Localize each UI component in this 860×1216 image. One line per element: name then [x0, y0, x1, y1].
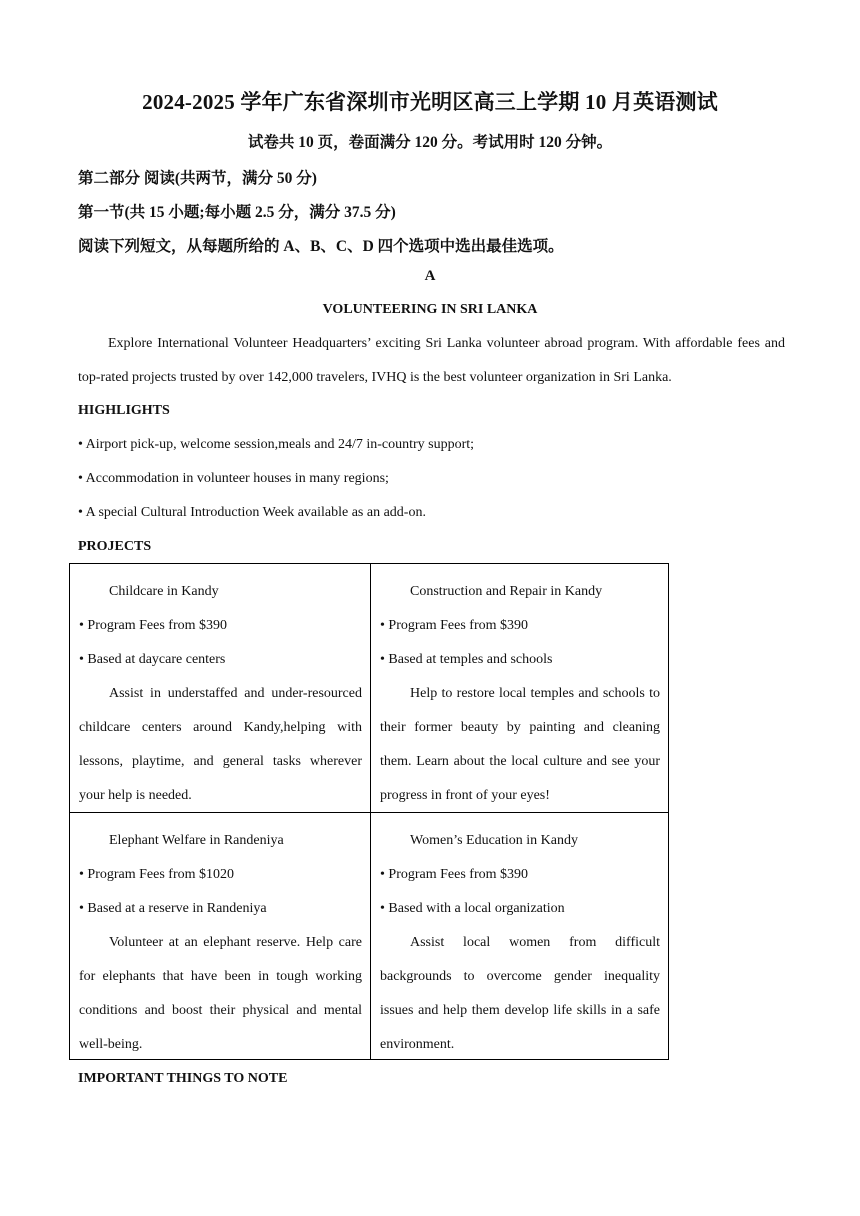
project-base: • Based with a local organization [380, 901, 565, 916]
project-title: Childcare in Kandy [109, 584, 219, 599]
project-fees: • Program Fees from $390 [380, 867, 528, 882]
passage-intro: Explore International Volunteer Headquarters’ exciting Sri Lanka volunteer abroad program. With affordable fees and top-rated projects trusted by over 142,000 travelers, IVHQ is the best volunteer organization in Sri Lanka. [78, 336, 785, 385]
passage-heading: VOLUNTEERING IN SRI LANKA [322, 302, 538, 317]
highlight-item: • A special Cultural Introduction Week available as an add-on. [78, 505, 426, 520]
project-base: • Based at temples and schools [380, 652, 553, 667]
highlight-item: • Airport pick-up, welcome session,meals and 24/7 in-country support; [78, 437, 475, 452]
project-title: Women’s Education in Kandy [410, 833, 579, 848]
highlights-heading: HIGHLIGHTS [78, 403, 170, 418]
project-fees: • Program Fees from $1020 [79, 867, 234, 882]
project-fees: • Program Fees from $390 [79, 618, 227, 633]
project-base: • Based at daycare centers [79, 652, 226, 667]
project-description: Assist local women from difficult backgrounds to overcome gender inequality issues and help them develop life skills in a safe environment. [380, 935, 660, 1052]
part-heading: 第二部分 阅读(共两节，满分 50 分) [78, 170, 317, 187]
project-title: Construction and Repair in Kandy [410, 584, 603, 599]
project-title: Elephant Welfare in Randeniya [109, 833, 284, 848]
project-description: Assist in understaffed and under-resourced childcare centers around Kandy,helping with lessons, playtime, and general tasks wherever your help is needed. [79, 686, 362, 803]
projects-table [69, 563, 669, 1060]
project-base: • Based at a reserve in Randeniya [79, 901, 267, 916]
project-cell-elephant [70, 813, 370, 1059]
project-cell-childcare [70, 564, 370, 812]
exam-info: 试卷共 10 页，卷面满分 120 分。考试用时 120 分钟。 [247, 134, 613, 151]
project-fees: • Program Fees from $390 [380, 618, 528, 633]
project-cell-construction [371, 564, 668, 812]
notes-heading: IMPORTANT THINGS TO NOTE [78, 1071, 288, 1086]
project-cell-women-education [371, 813, 668, 1059]
project-description: Help to restore local temples and schools to their former beauty by painting and cleaning them. Learn about the local culture and see your progress in front of your eyes! [380, 686, 660, 803]
project-description: Volunteer at an elephant reserve. Help care for elephants that have been in tough working conditions and boost their physical and mental well-being. [79, 935, 362, 1052]
directions: 阅读下列短文，从每题所给的 A、B、C、D 四个选项中选出最佳选项。 [78, 238, 564, 255]
page-title: 2024-2025 学年广东省深圳市光明区高三上学期 10 月英语测试 [142, 90, 718, 114]
highlight-item: • Accommodation in volunteer houses in many regions; [78, 471, 389, 486]
passage-letter: A [424, 268, 436, 284]
section-heading: 第一节(共 15 小题;每小题 2.5 分，满分 37.5 分) [78, 204, 396, 221]
projects-heading: PROJECTS [78, 539, 152, 554]
